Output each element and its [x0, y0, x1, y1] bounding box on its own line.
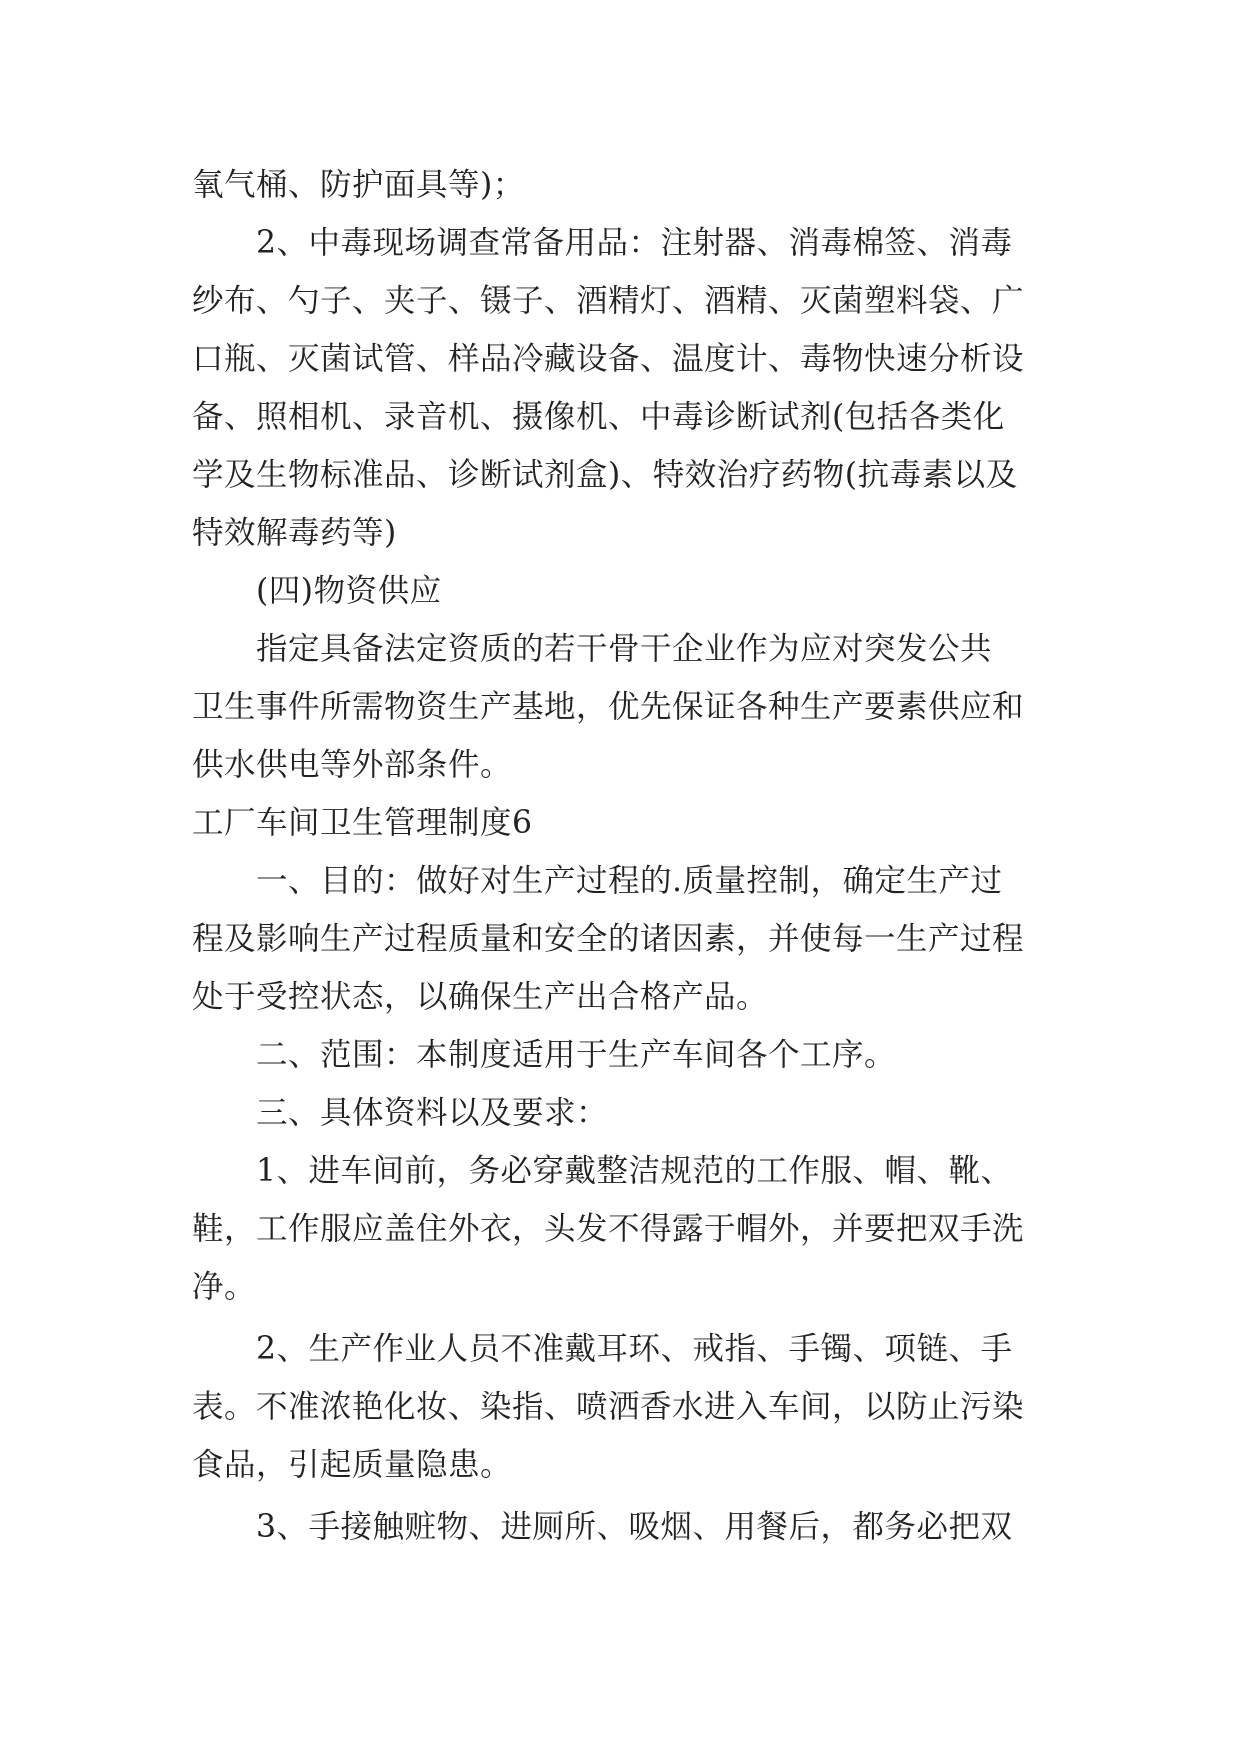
list-item-text-line: 1、进车间前，务必穿戴整洁规范的工作服、帽、靴、: [256, 1153, 1013, 1189]
subsection-heading: (四)物资供应: [256, 573, 442, 609]
text-line: 口瓶、灭菌试管、样品冷藏设备、温度计、毒物快速分析设: [192, 341, 1025, 377]
text-line: 备、照相机、录音机、摄像机、中毒诊断试剂(包括各类化: [192, 399, 1005, 435]
text-line: 纱布、勺子、夹子、镊子、酒精灯、酒精、灭菌塑料袋、广: [192, 283, 1025, 319]
text-line: 卫生事件所需物资生产基地，优先保证各种生产要素供应和: [192, 689, 1025, 725]
paragraph-text-line: 指定具备法定资质的若干骨干企业作为应对突发公共: [256, 631, 993, 667]
text-line: 鞋，工作服应盖住外衣，头发不得露于帽外，并要把双手洗: [192, 1211, 1025, 1247]
paragraph-text-line: 三、具体资料以及要求：: [256, 1095, 609, 1131]
text-line: 净。: [192, 1269, 257, 1305]
list-item-text-line: 2、中毒现场调查常备用品：注射器、消毒棉签、消毒: [256, 225, 1013, 261]
text-line: 氧气桶、防护面具等)；: [192, 167, 525, 203]
text-line: 处于受控状态，以确保生产出合格产品。: [192, 979, 769, 1015]
text-line: 特效解毒药等): [192, 515, 397, 551]
list-item-text-line: 2、生产作业人员不准戴耳环、戒指、手镯、项链、手: [256, 1331, 1013, 1367]
text-line: 程及影响生产过程质量和安全的诸因素，并使每一生产过程: [192, 921, 1025, 957]
section-title: 工厂车间卫生管理制度6: [192, 805, 533, 841]
text-line: 学及生物标准品、诊断试剂盒)、特效治疗药物(抗毒素以及: [192, 457, 1018, 493]
paragraph-text-line: 一、目的：做好对生产过程的.质量控制，确定生产过: [256, 863, 1003, 899]
paragraph-text-line: 二、范围：本制度适用于生产车间各个工序。: [256, 1037, 897, 1073]
text-line: 表。不准浓艳化妆、染指、喷洒香水进入车间，以防止污染: [192, 1389, 1025, 1425]
text-line: 供水供电等外部条件。: [192, 747, 513, 783]
document-body: [192, 156, 1052, 1556]
list-item-text-line: 3、手接触赃物、进厕所、吸烟、用餐后，都务必把双: [256, 1509, 1013, 1545]
text-line: 食品，引起质量隐患。: [192, 1447, 513, 1483]
